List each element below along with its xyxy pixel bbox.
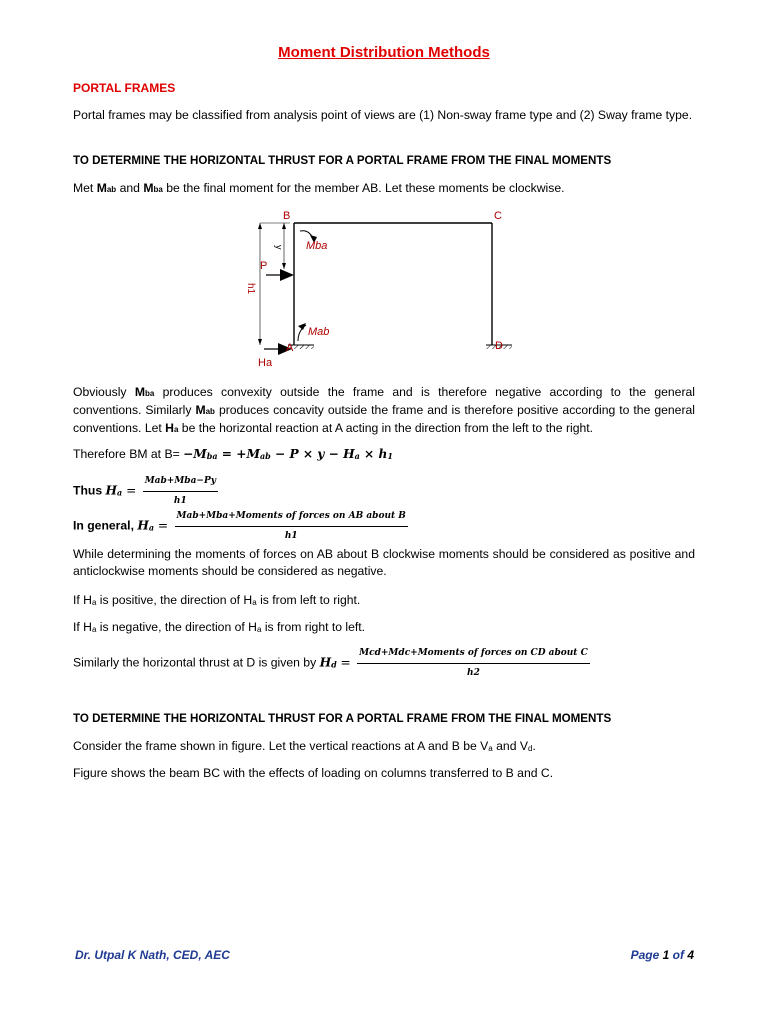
label-ha: Ha: [258, 357, 273, 369]
label-a: A: [286, 342, 294, 354]
intro-paragraph: Portal frames may be classified from analysis point of views are (1) Non-sway frame type and (2) Sway frame type.: [73, 108, 693, 122]
section-heading: PORTAL FRAMES: [73, 81, 176, 95]
figure-shows-line: Figure shows the beam BC with the effects of loading on columns transferred to B and C.: [73, 766, 554, 780]
load-p-arrow: [266, 269, 294, 281]
label-mab: Mab: [308, 326, 330, 338]
footer-author: Dr. Utpal K Nath, CED, AEC: [75, 948, 230, 962]
thus-fraction: $\frac{\text{Mab+Mba−Py}}{h1}$: [143, 473, 218, 510]
label-d: D: [495, 340, 503, 352]
similarly-line: Similarly the horizontal thrust at D is given by Hd = $\frac{\text{Mcd+Mdc+Moments of forces on CD about C}}{h2}$: [73, 645, 695, 682]
while-paragraph: While determining the moments of forces on AB about B clockwise moments should be considered as positive and anticlockwise moments should be considered as negative.: [73, 547, 695, 578]
label-c: C: [494, 210, 502, 222]
obviously-paragraph: Obviously Mba produces convexity outside the frame and is therefore negative according to the general conventions. Similarly Mab produces concavity outside the frame and is therefore positive according to the general conventions. Let Ha be the horizontal reaction at A acting in the direction from the left to the right.: [73, 385, 695, 435]
heading-thrust-1: TO DETERMINE THE HORIZONTAL THRUST FOR A PORTAL FRAME FROM THE FINAL MOMENTS: [73, 154, 612, 167]
label-y: y: [274, 245, 284, 250]
label-mba: Mba: [306, 240, 328, 252]
therefore-line: Therefore BM at B= −Mba = +Mab − P × y − Ha × h1: [73, 447, 393, 461]
page-title: Moment Distribution Methods: [278, 44, 490, 61]
footer-page-number: Page 1 of 4: [630, 948, 694, 962]
label-h1: h1: [245, 283, 256, 295]
thus-line: Thus Ha = $\frac{\text{Mab+Mba−Py}}{h1}$: [73, 473, 695, 510]
label-p: P: [260, 260, 268, 272]
met-paragraph: Met Mab and Mba be the final moment for the member AB. Let these moments be clockwise.: [73, 181, 565, 195]
portal-frame-figure: [240, 205, 560, 375]
general-fraction: $\frac{\text{Mab+Mba+Moments of forces on AB about B}}{h1}$: [175, 508, 408, 545]
similarly-fraction: $\frac{\text{Mcd+Mdc+Moments of forces on CD about C}}{h2}$: [357, 645, 590, 682]
consider-line: Consider the frame shown in figure. Let the vertical reactions at A and B be Va and Vd.: [73, 739, 536, 753]
label-b: B: [283, 210, 291, 222]
general-line: In general, Ha = $\frac{\text{Mab+Mba+Moments of forces on AB about B}}{h1}$: [73, 508, 695, 545]
heading-thrust-2: TO DETERMINE THE HORIZONTAL THRUST FOR A PORTAL FRAME FROM THE FINAL MOMENTS: [73, 712, 612, 725]
if-negative-line: If Ha is negative, the direction of Ha is from right to left.: [73, 620, 366, 634]
if-positive-line: If Ha is positive, the direction of Ha is from left to right.: [73, 593, 361, 607]
